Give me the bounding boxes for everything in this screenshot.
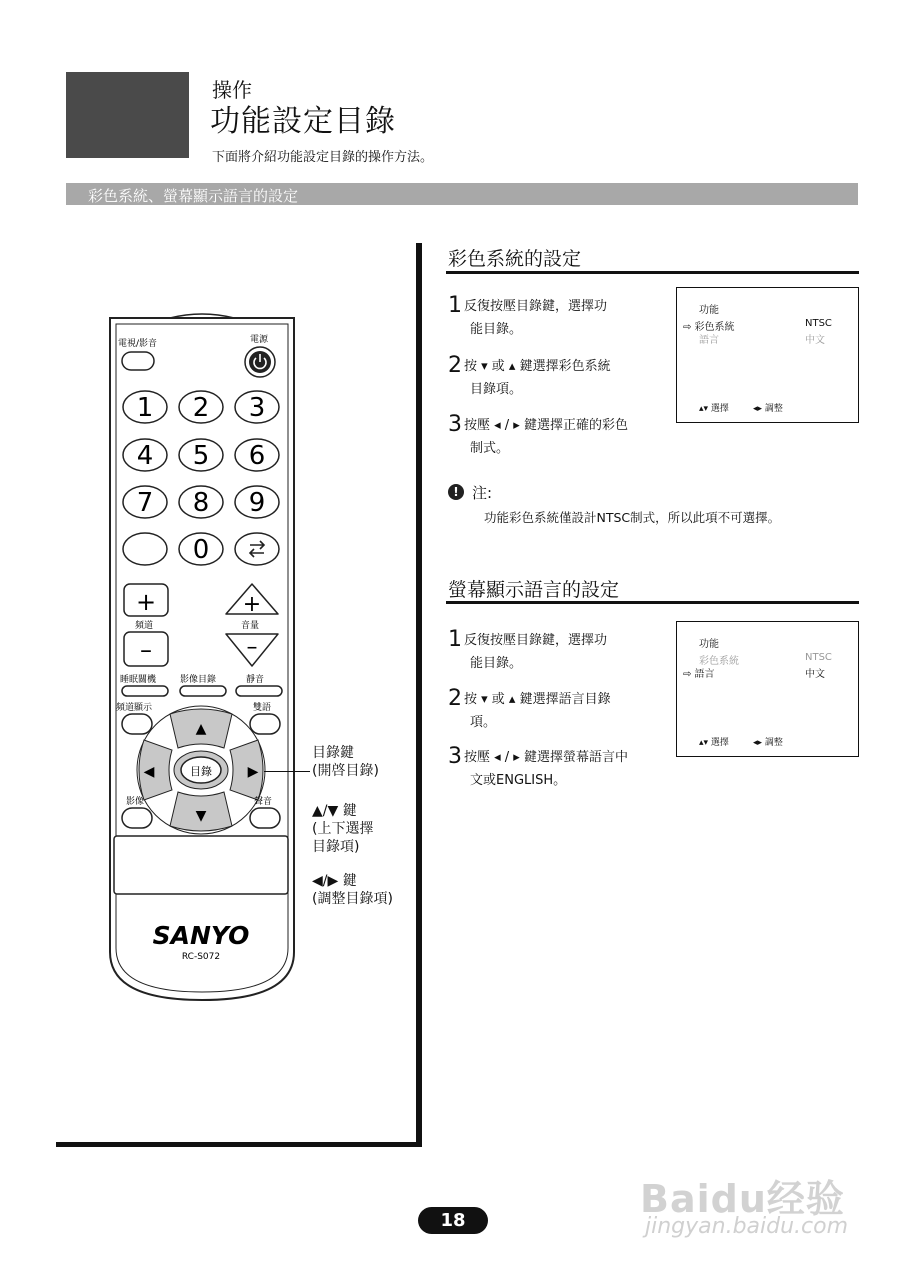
page-title: 功能設定目錄 [210, 104, 396, 139]
language-step-3 [448, 744, 668, 788]
plus-label: + [242, 592, 262, 617]
sound-button[interactable] [250, 808, 280, 828]
step-text-cont: 能目錄。 [470, 656, 523, 671]
sleep-button[interactable] [122, 686, 168, 696]
osd-row-language: 語言 [699, 335, 719, 346]
volume-label: 音量 [241, 621, 260, 631]
recall-button[interactable] [235, 533, 279, 565]
remote-blank-panel [114, 836, 288, 894]
step-number: 1 [448, 627, 462, 652]
digit-label: 8 [192, 488, 210, 518]
callout-text: ▲/▼ 鍵 [312, 803, 357, 819]
osd-value-chinese: 中文 [805, 335, 825, 346]
page-number: 18 [418, 1207, 488, 1234]
step-number: 3 [448, 412, 462, 437]
section-bar [66, 183, 858, 205]
left-arrow-icon: ◀ [143, 764, 155, 780]
osd-footer-select: ▴▾ 選擇 [699, 738, 729, 748]
osd-row-color-system: 彩色系統 [699, 656, 739, 667]
digit-label: 7 [136, 488, 154, 518]
osd-title: 功能 [699, 305, 719, 316]
watermark-logo: Baidu经验 [640, 1177, 845, 1221]
channel-label: 頻道 [135, 621, 154, 631]
color-step-3 [448, 412, 668, 456]
callout-text: (上下選擇 [312, 821, 374, 837]
header-gray-block [66, 72, 189, 158]
callout-text: ◀/▶ 鍵 [312, 873, 357, 889]
digit-label: 5 [192, 441, 210, 471]
minus-label: – [246, 635, 258, 660]
step-text: 反復按壓目錄鍵，選擇功 [464, 299, 608, 314]
plus-label: + [135, 588, 157, 616]
osd-value-chinese: 中文 [805, 669, 825, 680]
language-rule [446, 601, 859, 604]
model-label: RC-S072 [181, 952, 221, 962]
callout-text: (調整目錄項) [312, 891, 393, 907]
channel-display-label: 頻道顯示 [116, 703, 153, 713]
dual-language-button[interactable] [250, 714, 280, 734]
callout-leftright-keys [312, 872, 393, 908]
step-text: 按 ▾ 或 ▴ 鍵選擇語言目錄 [464, 692, 611, 707]
intro-text: 下面將介紹功能設定目錄的操作方法。 [212, 150, 434, 165]
osd-row-language: ⇨ 語言 [683, 669, 715, 680]
osd-footer-select: ▴▾ 選擇 [699, 404, 729, 414]
color-step-1 [448, 293, 668, 337]
power-label: 電源 [250, 335, 269, 345]
color-system-rule [446, 271, 859, 274]
step-text-cont: 文或ENGLISH。 [470, 773, 567, 788]
step-number: 2 [448, 686, 462, 711]
digit-label: 0 [192, 535, 210, 565]
digit-label: 4 [136, 441, 154, 471]
vertical-divider [416, 243, 422, 1147]
color-step-2 [448, 353, 668, 397]
minus-label: – [140, 636, 152, 664]
osd-footer-adjust: ◂▸ 調整 [753, 738, 783, 748]
menu-label: 目錄 [190, 765, 212, 778]
osd-footer-adjust: ◂▸ 調整 [753, 404, 783, 414]
osd-language [676, 621, 859, 757]
up-arrow-icon: ▲ [195, 721, 207, 737]
warning-icon: ! [448, 484, 464, 500]
language-step-1 [448, 627, 668, 671]
step-text-cont: 目錄項。 [470, 382, 523, 397]
right-arrow-icon: ▶ [247, 764, 259, 780]
note-text: 功能彩色系統僅設計NTSC制式，所以此項不可選擇。 [484, 510, 781, 525]
language-heading: 螢幕顯示語言的設定 [448, 579, 620, 601]
osd-color-system [676, 287, 859, 423]
digit-label: 6 [248, 441, 266, 471]
digit-label: 3 [248, 393, 266, 423]
remote-control [100, 312, 304, 1002]
horizontal-divider [56, 1142, 422, 1147]
channel-display-button[interactable] [122, 714, 152, 734]
down-arrow-icon: ▼ [195, 808, 207, 824]
digit-label: 2 [192, 393, 210, 423]
section-bar-title: 彩色系統、螢幕顯示語言的設定 [88, 187, 299, 205]
mute-button[interactable] [236, 686, 282, 696]
sound-label: 聲音 [254, 797, 273, 807]
osd-value-ntsc: NTSC [805, 318, 832, 329]
picture-label: 影像 [126, 797, 145, 807]
step-text: 按壓 ◂ / ▸ 鍵選擇螢幕語言中 [464, 750, 628, 765]
language-step-2 [448, 686, 668, 730]
osd-title: 功能 [699, 639, 719, 650]
step-text-cont: 制式。 [470, 441, 510, 456]
sanyo-logo: SANYO [152, 921, 250, 950]
step-number: 2 [448, 353, 462, 378]
digit-label: 1 [136, 393, 154, 423]
picture-button[interactable] [122, 808, 152, 828]
picture-menu-label: 影像目錄 [180, 675, 217, 685]
callout-text: 目錄項) [312, 839, 360, 855]
watermark-url: jingyan.baidu.com [645, 1214, 849, 1239]
step-number: 3 [448, 744, 462, 769]
osd-value-ntsc: NTSC [805, 652, 832, 663]
color-system-heading: 彩色系統的設定 [448, 248, 582, 270]
digit-label: 9 [248, 488, 266, 518]
note-label: 注: [472, 484, 493, 502]
callout-text: (開啓目錄) [312, 763, 379, 779]
callout-menu-key [312, 744, 379, 780]
step-text-cont: 項。 [470, 715, 497, 730]
step-number: 1 [448, 293, 462, 318]
step-text: 反復按壓目錄鍵，選擇功 [464, 633, 608, 648]
tv-av-button[interactable] [122, 352, 154, 370]
title-small: 操作 [212, 78, 252, 102]
step-text-cont: 能目錄。 [470, 322, 523, 337]
osd-row-color-system: ⇨ 彩色系統 [683, 322, 735, 333]
step-text: 按壓 ◂ / ▸ 鍵選擇正確的彩色 [464, 418, 628, 433]
picture-menu-button[interactable] [180, 686, 226, 696]
callout-line [264, 771, 310, 772]
sleep-label: 睡眠關機 [120, 675, 157, 685]
step-text: 按 ▾ 或 ▴ 鍵選擇彩色系統 [464, 359, 611, 374]
tv-av-label: 電視/影音 [118, 339, 158, 349]
dual-language-label: 雙語 [253, 703, 272, 713]
callout-updown-keys [312, 802, 373, 856]
blank-button[interactable] [123, 533, 167, 565]
callout-text: 目錄鍵 [312, 745, 354, 761]
mute-label: 靜音 [246, 675, 265, 685]
